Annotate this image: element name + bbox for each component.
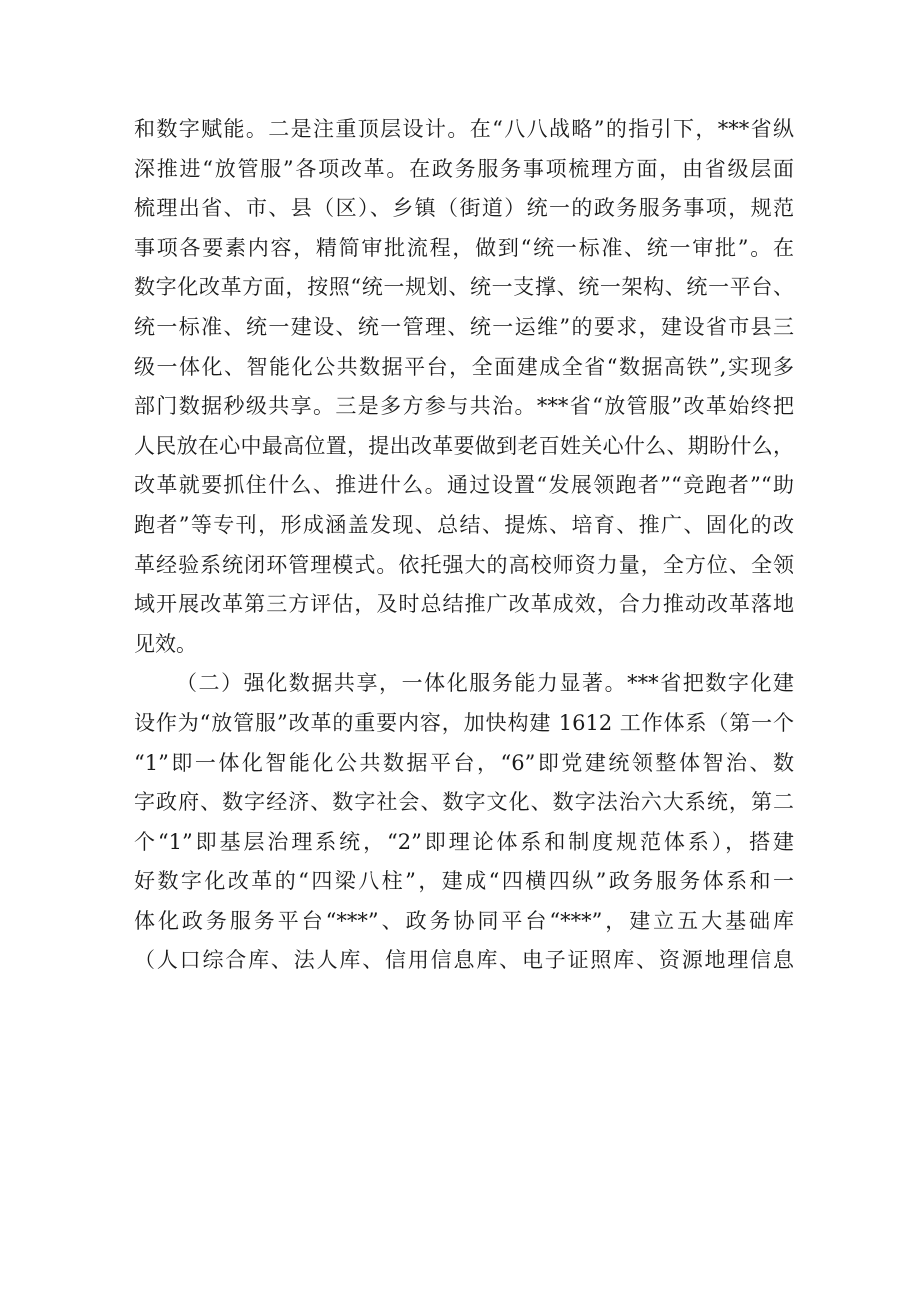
- text-line: 见效。: [134, 631, 197, 656]
- text-line: 字政府、数字经济、数字社会、数字文化、数字法治六大系统，第二: [134, 790, 794, 815]
- text-line: “1”即一体化智能化公共数据平台，“6”即党建统领整体智治、数: [134, 750, 794, 775]
- text-line: 好数字化改革的“四梁八柱”，建成“四横四纵”政务服务体系和一: [134, 869, 794, 894]
- text-line: 梳理出省、市、县（区）、乡镇（街道）统一的政务服务事项，规范: [134, 196, 794, 221]
- text-line: 个“1”即基层治理系统，“2”即理论体系和制度规范体系），搭建: [134, 829, 794, 854]
- text-line: 级一体化、智能化公共数据平台，全面建成全省“数据高铁”,实现多: [134, 354, 794, 379]
- text-line: （人口综合库、法人库、信用信息库、电子证照库、资源地理信息: [134, 948, 794, 973]
- text-line: 深推进“放管服”各项改革。在政务服务事项梳理方面，由省级层面: [134, 156, 794, 181]
- text-line: 域开展改革第三方评估，及时总结推广改革成效，合力推动改革落地: [134, 592, 794, 617]
- text-line: 人民放在心中最高位置，提出改革要做到老百姓关心什么、期盼什么，: [134, 433, 794, 458]
- text-line: 部门数据秒级共享。三是多方参与共治。***省“放管服”改革始终把: [134, 394, 794, 419]
- text-line: 事项各要素内容，精简审批流程，做到“统一标准、统一审批”。在: [134, 235, 794, 260]
- text-line: （二）强化数据共享，一体化服务能力显著。***省把数字化建: [176, 671, 794, 696]
- document-body: [134, 110, 794, 981]
- paragraph-2: [134, 664, 794, 981]
- text-line: 和数字赋能。二是注重顶层设计。在“八八战略”的指引下，***省纵: [134, 117, 794, 141]
- text-line: 革经验系统闭环管理模式。依托强大的高校师资力量，全方位、全领: [134, 552, 794, 577]
- text-line: 体化政务服务平台“***”、政务协同平台“***”，建立五大基础库: [134, 908, 794, 933]
- text-line: 数字化改革方面，按照“统一规划、统一支撑、统一架构、统一平台、: [134, 275, 794, 300]
- text-line: 统一标准、统一建设、统一管理、统一运维”的要求，建设省市县三: [134, 314, 794, 339]
- text-line: 跑者”等专刊，形成涵盖发现、总结、提炼、培育、推广、固化的改: [134, 512, 794, 537]
- text-line: 改革就要抓住什么、推进什么。通过设置“发展领跑者”“竞跑者”“助: [134, 473, 794, 498]
- paragraph-1: [134, 110, 794, 664]
- text-line: 设作为“放管服”改革的重要内容，加快构建 1612 工作体系（第一个: [134, 710, 794, 735]
